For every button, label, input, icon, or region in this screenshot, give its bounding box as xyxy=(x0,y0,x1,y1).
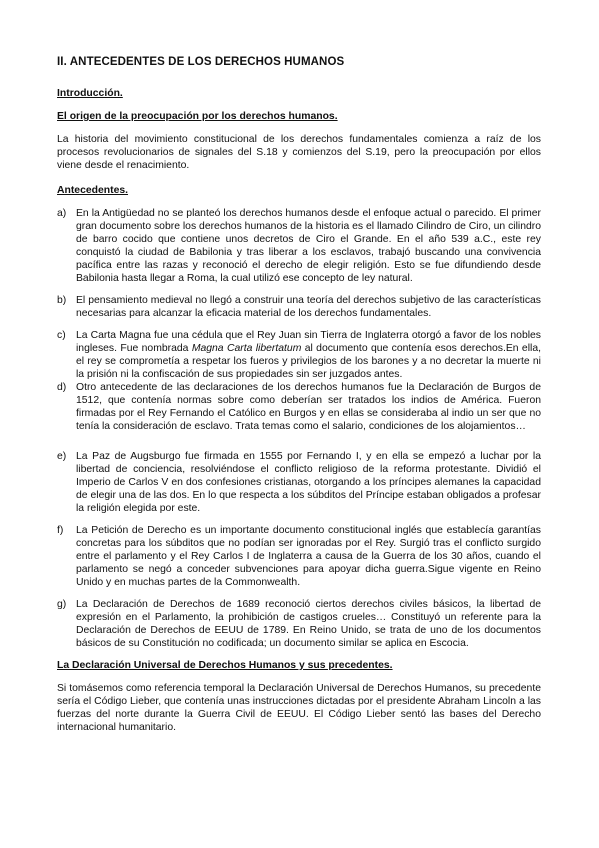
origen-paragraph: La historia del movimiento constitucional de los derechos fundamentales comienza a raíz de los procesos revolucionarios de signales del S.18 y comienzos del S.19, pero la preocupación por ellos viene desde el renacimiento. xyxy=(57,134,541,171)
list-item-text xyxy=(76,329,541,381)
list-item-text-part: La Carta Magna fue una cédula que el Rey Juan sin Tierra de Inglaterra otorgó a favor de los nobles ingleses. Fue nombrada xyxy=(76,330,541,354)
list-item-text: En la Antigüedad no se planteó los derechos humanos desde el enfoque actual o parecido. El primer gran documento sobre los derechos humanos de la historia es el llamado Cilindro de Ciro, un cilindro de barro cocido que contiene unos decretos de Ciro el Grande. En el año 539 a.C., este rey conquistó la ciudad de Babilonia y tras liberar a los esclavos, trabajó buscando una convivencia pacífica entre las razas y reconoció el derecho de elegir religión. Esto se fue difundiendo desde Babilonia hasta llegar a Roma, la cual utilizó ese concepto de ley natural. xyxy=(76,208,541,284)
list-item xyxy=(57,294,541,320)
list-item-letter: a) xyxy=(57,208,67,219)
list-item-letter: e) xyxy=(57,451,67,462)
list-item-letter: b) xyxy=(57,295,67,306)
magna-carta-title: Magna Carta libertatum xyxy=(191,343,302,354)
list-item xyxy=(57,381,541,433)
list-item-text: La Declaración de Derechos de 1689 reconoció ciertos derechos civiles básicos, la libertad de expresión en el Parlamento, la prohibición de castigos crueles… Constituyó un referente para la Declaración de Derechos de EEUU de 1789. En Reino Unido, se trata de uno de los documentos básicos de su Constitución no codificada; un documento similar se aplica en Escocia. xyxy=(76,599,541,649)
list-item-letter: f) xyxy=(57,525,64,536)
list-item xyxy=(57,598,541,650)
list-item-text-part: al documento que contenía esos derechos.En ella, el rey se comprometía a respetar los fueros y privilegios de los barones y a no decretar la muerte ni la prisión ni la confiscación de sus propiedades sin ser juzgados antes. xyxy=(76,343,541,380)
antecedentes-list xyxy=(57,207,541,650)
list-item-letter: g) xyxy=(57,599,67,610)
list-item-text: El pensamiento medieval no llegó a construir una teoría del derechos subjetivo de las características necesarias para alcanzar la eficacia material de los derechos fundamentales. xyxy=(76,295,541,319)
list-item-text: Otro antecedente de las declaraciones de los derechos humanos fue la Declaración de Burgos de 1512, que contenía normas sobre como deberían ser tratados los indios de América. Fueron firmadas por el Rey Fernando el Católico en Burgos y en ellas se consideraba al indio un ser que no tenía la consideración de esclavo. Trata temas como el salario, condiciones de los alojamientos… xyxy=(76,382,541,432)
declaracion-paragraph: Si tomásemos como referencia temporal la Declaración Universal de Derechos Humanos, su precedente sería el Código Lieber, que contenía unas instrucciones dictadas por el presidente Abraham Lincoln a las fuerzas del norte durante la Guerra Civil de EEUU. El Código Lieber sentó las bases del Derecho internacional humanitario. xyxy=(57,683,541,733)
list-item xyxy=(57,524,541,589)
list-item-letter: d) xyxy=(57,382,67,393)
declaracion-heading: La Declaración Universal de Derechos Humanos y sus precedentes. xyxy=(57,660,393,671)
list-item xyxy=(57,450,541,515)
origen-heading: El origen de la preocupación por los derechos humanos. xyxy=(57,111,338,122)
list-item xyxy=(57,207,541,285)
antecedentes-heading: Antecedentes. xyxy=(57,185,129,196)
list-item-text: La Paz de Augsburgo fue firmada en 1555 por Fernando I, y en ella se empezó a luchar por la libertad de conciencia, resolviéndose el conflicto religioso de la reforma protestante. Dividió el Imperio de Carlos V en dos confesiones cristianas, otorgando a los príncipes alemanes la capacidad de elegir una de las dos. En lo que respecta a los súbditos del Príncipe estaban obligados a profesar la religión elegida por este. xyxy=(76,451,541,514)
introduccion-heading: Introducción. xyxy=(57,88,123,99)
list-item-letter: c) xyxy=(57,330,66,341)
list-item xyxy=(57,329,541,381)
list-item-text: La Petición de Derecho es un importante documento constitucional inglés que establecía garantías concretas para los súbditos que no podían ser ignoradas por el Rey. Surgió tras el conflicto surgido entre el parlamento y el Rey Carlos I de Inglaterra a causa de la Guerra de los 30 años, cuando el parlamento se negó a conceder subvenciones para apoyar dicha guerra.Sigue vigente en Reino Unido y en muchas partes de la Commonwealth. xyxy=(76,525,541,588)
section-title: II. ANTECEDENTES DE LOS DERECHOS HUMANOS xyxy=(57,56,345,68)
